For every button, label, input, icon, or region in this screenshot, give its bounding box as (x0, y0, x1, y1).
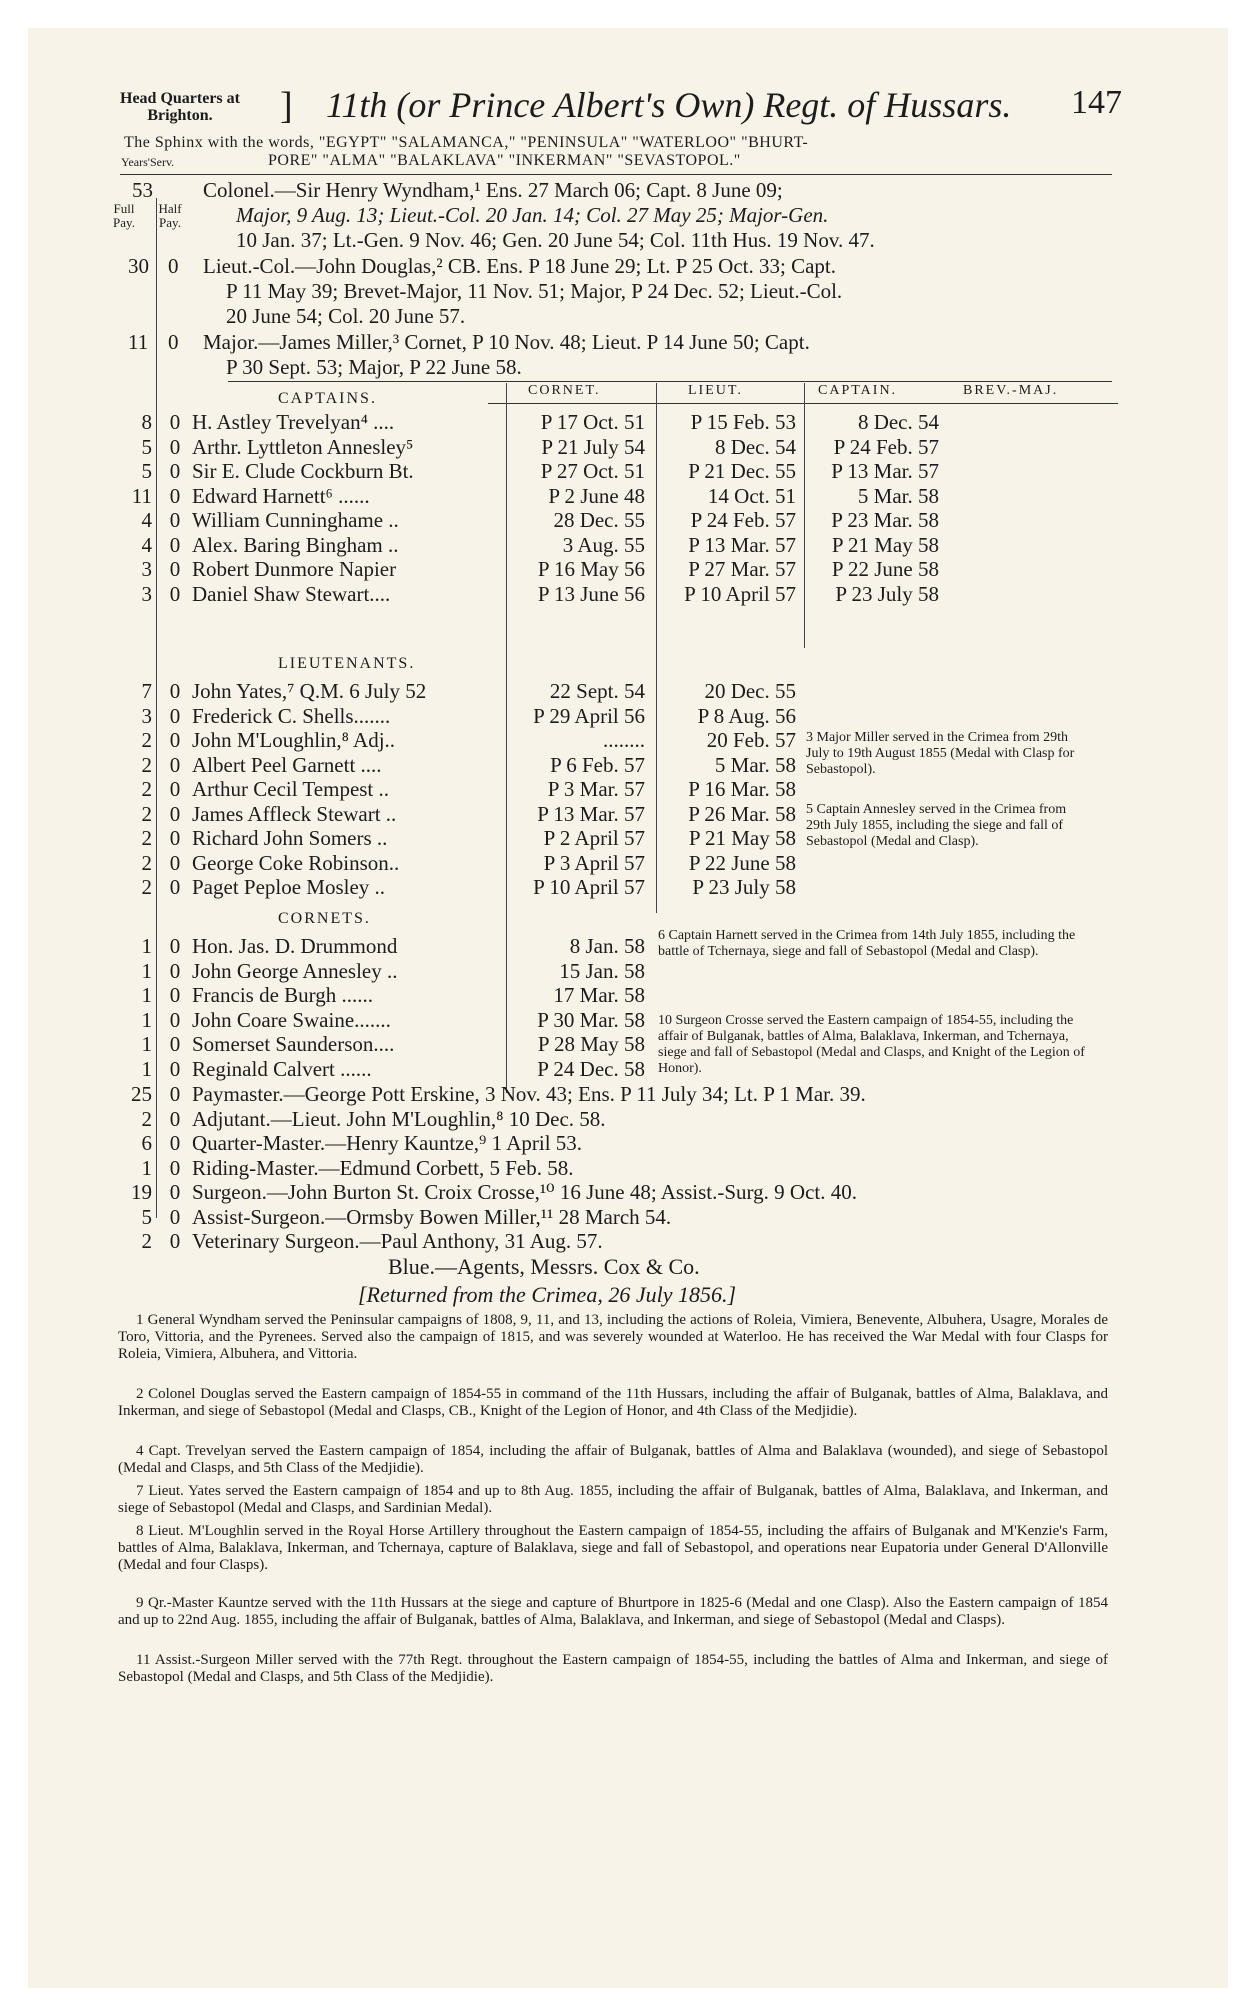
years-full-pay: 1 (141, 958, 152, 983)
years-half-pay: 0 (169, 410, 181, 434)
lieut-date: 20 Dec. 55 (704, 679, 796, 703)
years-full-pay: 2 (141, 1106, 152, 1131)
years-half-pay: 0 (169, 728, 181, 752)
years-half-pay: 0 (169, 850, 181, 875)
table-row (28, 679, 1228, 703)
captain-date: P 22 June 58 (831, 557, 939, 581)
staff-row (28, 1180, 1228, 1204)
officer-name: Hon. Jas. D. Drummond (192, 934, 398, 958)
cornet-date: P 3 Mar. 57 (547, 777, 645, 801)
staff-row (28, 1107, 1228, 1131)
years-half-pay: 0 (169, 581, 181, 606)
staff-entry: Assist-Surgeon.—Ormsby Bowen Miller,¹¹ 28 March 54. (192, 1204, 672, 1229)
colonel-line3: 10 Jan. 37; Lt.-Gen. 9 Nov. 46; Gen. 20 June 54; Col. 11th Hus. 19 Nov. 47. (236, 228, 875, 252)
years-half-pay: 0 (169, 1229, 181, 1253)
note-6: 6 Captain Harnett served in the Crimea from 14th July 1855, including the battle of Tchernaya, siege and fall of Sebastopol (Medal and Clasp). (658, 928, 1076, 959)
officer-name: Somerset Saunderson.... (192, 1032, 395, 1056)
lieut-date: P 21 Dec. 55 (688, 459, 796, 483)
ltcol-years-half: 0 (168, 254, 179, 278)
table-row (28, 508, 1228, 532)
cornet-date: 17 Mar. 58 (553, 983, 645, 1007)
table-row (28, 484, 1228, 508)
years-half-pay: 0 (169, 826, 181, 850)
years-half-pay: 0 (169, 1204, 181, 1229)
lieut-date: P 24 Feb. 57 (690, 508, 796, 532)
years-full-pay: 3 (141, 581, 152, 606)
footnote: 11 Assist.-Surgeon Miller served with the 77th Regt. throughout the Eastern campaign of 1854-55, including the battles of Alma and Inkerman, and siege of Sebastopol (Medal and Clasps, and 5th Class of the Medjidie). (118, 1652, 1108, 1685)
years-half-pay: 0 (169, 801, 181, 826)
cornet-date: P 13 Mar. 57 (537, 801, 645, 826)
col-cornet: CORNET. (528, 383, 601, 398)
officer-name: H. Astley Trevelyan⁴ .... (192, 410, 395, 434)
table-row (28, 704, 1228, 728)
officer-name: John Coare Swaine....... (192, 1007, 391, 1032)
cornet-date: P 10 April 57 (533, 875, 645, 899)
table-row (28, 777, 1228, 801)
lieut-date: 8 Dec. 54 (714, 434, 796, 459)
cornet-date: 28 Dec. 55 (553, 508, 645, 532)
officer-name: Frederick C. Shells....... (192, 703, 391, 728)
lieut-date: P 10 April 57 (684, 581, 796, 606)
hq-line1: Head Quarters at (120, 90, 240, 107)
captain-date: P 13 Mar. 57 (831, 459, 939, 483)
footnote: 4 Capt. Trevelyan served the Eastern campaign of 1854, including the affair of Bulganak, battles of Alma and Balaklava (wounded), and siege of Sebastopol (Medal and Clasps, and 5th Class of the Medjidie). (118, 1443, 1108, 1476)
headquarters-label (120, 90, 240, 124)
years-half-pay: 0 (169, 557, 181, 581)
staff-entry: Riding-Master.—Edmund Corbett, 5 Feb. 58. (192, 1155, 574, 1180)
staff-row (28, 1156, 1228, 1180)
book-page (28, 28, 1228, 1988)
years-full-pay: 5 (141, 1204, 152, 1229)
captain-date: P 21 May 58 (831, 532, 939, 557)
footnote: 7 Lieut. Yates served the Eastern campaign of 1854 and up to 8th Aug. 1855, including the affair of Bulganak, battles of Alma, Balaklava, and Inkerman, and siege of Sebastopol (Medal and Clasps, and Sardinian Medal). (118, 1483, 1108, 1516)
years-full-pay: 2 (141, 875, 152, 899)
years-full-pay: 4 (141, 508, 152, 532)
years-full-pay: 5 (141, 459, 152, 483)
major-line1: Major.—James Miller,³ Cornet, P 10 Nov. 48; Lieut. P 14 June 50; Capt. (203, 330, 810, 354)
hq-line2: Brighton. (147, 107, 213, 124)
header-brace: ] (280, 85, 293, 127)
cornet-date: P 29 April 56 (533, 703, 645, 728)
years-full-pay: 8 (141, 410, 152, 434)
cornet-date: P 2 April 57 (543, 826, 645, 850)
ltcol-years-full: 30 (128, 254, 149, 278)
years-half-pay: 0 (169, 1180, 181, 1204)
footnote: 9 Qr.-Master Kauntze served with the 11th Hussars at the siege and capture of Bhurtpore in 1825-6 (Medal and one Clasp). Also the Eastern campaign of 1854 and up to 22nd Aug. 1855, including the affair of Bulganak, battles of Alma, Balaklava, and Inkerman, and siege of Sebastopol (Medal and Clasps). (118, 1595, 1108, 1628)
staff-entry: Adjutant.—Lieut. John M'Loughlin,⁸ 10 Dec. 58. (192, 1106, 606, 1131)
years-half-pay: 0 (169, 483, 181, 508)
captains-heading: CAPTAINS. (278, 390, 377, 407)
full-pay-label: Full Pay. (113, 201, 135, 230)
years-full-pay: 11 (131, 483, 152, 508)
officer-name: Robert Dunmore Napier (192, 557, 397, 581)
officer-name: John M'Loughlin,⁸ Adj.. (192, 728, 396, 752)
lieut-date: P 13 Mar. 57 (688, 532, 796, 557)
cornet-date: P 17 Oct. 51 (540, 410, 645, 434)
lieut-date: P 16 Mar. 58 (688, 777, 796, 801)
years-half-pay: 0 (169, 1032, 181, 1056)
table-row (28, 435, 1228, 459)
table-row (28, 533, 1228, 557)
years-half-pay: 0 (169, 508, 181, 532)
lieut-date: 5 Mar. 58 (714, 752, 796, 777)
years-half-pay: 0 (169, 875, 181, 899)
captain-date: 5 Mar. 58 (857, 483, 939, 508)
major-years-half: 0 (168, 330, 179, 354)
half-pay-label: Half Pay. (158, 201, 182, 230)
table-row (28, 851, 1228, 875)
ltcol-line3: 20 June 54; Col. 20 June 57. (226, 304, 466, 328)
officer-name: Paget Peploe Mosley .. (192, 875, 386, 899)
agents-line: Blue.—Agents, Messrs. Cox & Co. (388, 1254, 700, 1279)
years-full-pay: 2 (141, 728, 152, 752)
captain-date: 8 Dec. 54 (857, 410, 939, 434)
footnote: 8 Lieut. M'Loughlin served in the Royal Horse Artillery throughout the Eastern campaign of 1854-55, including the affairs of Bulganak and M'Kenzie's Farm, battles of Alma, Balaklava, Inkerman, and Tchernaya, capture of Balaklava, siege and fall of Sebastopol, and operations near Eupatoria under General D'Allonville (Medal and four Clasps). (118, 1523, 1108, 1573)
years-full-pay: 1 (141, 1056, 152, 1081)
officer-name: Sir E. Clude Cockburn Bt. (192, 459, 414, 483)
staff-entry: Quarter-Master.—Henry Kauntze,⁹ 1 April 53. (192, 1131, 583, 1155)
years-half-pay: 0 (169, 532, 181, 557)
col-lieut: LIEUT. (688, 383, 743, 398)
lieutenants-heading: LIEUTENANTS. (278, 655, 416, 672)
footnote: 1 General Wyndham served the Peninsular campaigns of 1808, 9, 11, and 13, including the actions of Roleia, Vimiera, Benevente, Albuhera, Usagre, Morales de Toro, Vittoria, and the Pyrenees. Served also the campaign of 1815, and was severely wounded at Waterloo. He has received the War Medal with four Clasps for Roleia, Vimiera, Albuhera, and Vittoria. (118, 1312, 1108, 1362)
captain-date: P 23 July 58 (835, 581, 939, 606)
years-half-pay: 0 (169, 1131, 181, 1155)
years-half-pay: 0 (169, 1155, 181, 1180)
years-half-pay: 0 (169, 434, 181, 459)
years-full-pay: 3 (141, 557, 152, 581)
officer-name: Richard John Somers .. (192, 826, 388, 850)
table-row (28, 459, 1228, 483)
years-half-pay: 0 (169, 752, 181, 777)
note-10: 10 Surgeon Crosse served the Eastern campaign of 1854-55, including the affair of Bulganak, battles of Alma, Balaklava, Inkerman, and Tchernaya, siege and fall of Sebastopol (Medal and Clasps, and Knight of the Legion of Honor). (658, 1013, 1085, 1076)
cornet-date: P 13 June 56 (537, 581, 645, 606)
officer-name: Arthr. Lyttleton Annesley⁵ (192, 434, 414, 459)
years-half-pay: 0 (169, 934, 181, 958)
colonel-years: 53 (132, 178, 153, 202)
years-half-pay: 0 (169, 459, 181, 483)
officer-name: Arthur Cecil Tempest .. (192, 777, 390, 801)
lieut-date: 20 Feb. 57 (706, 728, 796, 752)
colonel-line2: Major, 9 Aug. 13; Lieut.-Col. 20 Jan. 14; Col. 27 May 25; Major-Gen. (236, 203, 829, 227)
ltcol-line1: Lieut.-Col.—John Douglas,² CB. Ens. P 18 June 29; Lt. P 25 Oct. 33; Capt. (203, 254, 836, 278)
years-full-pay: 4 (141, 532, 152, 557)
major-years-full: 11 (128, 330, 149, 354)
officer-name: Alex. Baring Bingham .. (192, 532, 399, 557)
officer-name: George Coke Robinson.. (192, 850, 400, 875)
staff-entry: Veterinary Surgeon.—Paul Anthony, 31 Aug. 57. (192, 1229, 603, 1253)
captain-date: P 24 Feb. 57 (833, 434, 939, 459)
years-half-pay: 0 (169, 958, 181, 983)
table-row (28, 410, 1228, 434)
lieut-date: P 21 May 58 (688, 826, 796, 850)
cornet-date: P 27 Oct. 51 (540, 459, 645, 483)
staff-row (28, 1229, 1228, 1253)
lieut-date: P 23 July 58 (692, 875, 796, 899)
cornet-date: 15 Jan. 58 (559, 958, 645, 983)
table-row (28, 557, 1228, 581)
years-full-pay: 2 (141, 777, 152, 801)
cornet-date: 3 Aug. 55 (562, 532, 645, 557)
table-row (28, 983, 1228, 1007)
col-header-rule (488, 403, 1118, 404)
cornet-date: 8 Jan. 58 (569, 934, 645, 958)
years-full-pay: 1 (141, 983, 152, 1007)
years-half-pay: 0 (169, 1106, 181, 1131)
years-full-pay: 2 (141, 1229, 152, 1253)
cornet-date: P 30 Mar. 58 (537, 1007, 645, 1032)
footnote: 2 Colonel Douglas served the Eastern campaign of 1854-55 in command of the 11th Hussars, including the affair of Bulganak, battles of Alma, Balaklava, and Inkerman, and siege of Sebastopol (Medal and Clasps, CB., Knight of the Legion of Honor, and 4th Class of the Medjidie). (118, 1386, 1108, 1419)
colonel-line1: Colonel.—Sir Henry Wyndham,¹ Ens. 27 March 06; Capt. 8 June 09; (203, 178, 783, 202)
officer-name: John Yates,⁷ Q.M. 6 July 52 (192, 679, 427, 703)
table-row (28, 582, 1228, 606)
staff-row (28, 1131, 1228, 1155)
staff-entry: Paymaster.—George Pott Erskine, 3 Nov. 43; Ens. P 11 July 34; Lt. P 1 Mar. 39. (192, 1082, 866, 1106)
regiment-motto-line2: PORE" "ALMA" "BALAKLAVA" "INKERMAN" "SEVASTOPOL." (268, 152, 741, 169)
officer-name: William Cunninghame .. (192, 508, 399, 532)
years-full-pay: 2 (141, 826, 152, 850)
ltcol-line2: P 11 May 39; Brevet-Major, 11 Nov. 51; Major, P 24 Dec. 52; Lieut.-Col. (226, 279, 843, 303)
lieut-date: P 15 Feb. 53 (690, 410, 796, 434)
years-full-pay: 2 (141, 801, 152, 826)
years-full-pay: 7 (141, 679, 152, 703)
lieut-date: P 27 Mar. 57 (688, 557, 796, 581)
years-full-pay: 2 (141, 850, 152, 875)
officer-name: Reginald Calvert ...... (192, 1056, 372, 1081)
years-half-pay: 0 (169, 1056, 181, 1081)
major-line2: P 30 Sept. 53; Major, P 22 June 58. (226, 355, 522, 379)
header-rule (120, 174, 1112, 175)
officer-name: James Affleck Stewart .. (192, 801, 397, 826)
years-half-pay: 0 (169, 777, 181, 801)
lieut-date: P 26 Mar. 58 (688, 801, 796, 826)
years-full-pay: 6 (141, 1131, 152, 1155)
cornet-date: P 3 April 57 (543, 850, 645, 875)
years-full-pay: 5 (141, 434, 152, 459)
table-top-rule (228, 381, 1112, 382)
cornet-date: P 2 June 48 (548, 483, 645, 508)
years-full-pay: 25 (131, 1082, 152, 1106)
captain-date: P 23 Mar. 58 (831, 508, 939, 532)
page-title: 11th (or Prince Albert's Own) Regt. of Hussars. (326, 85, 1012, 125)
years-service-header: Years'Serv. (121, 155, 175, 169)
years-half-pay: 0 (169, 703, 181, 728)
table-row (28, 875, 1228, 899)
staff-entry: Surgeon.—John Burton St. Croix Crosse,¹⁰ 16 June 48; Assist.-Surg. 9 Oct. 40. (192, 1180, 857, 1204)
years-half-pay: 0 (169, 679, 181, 703)
page-number: 147 (1071, 84, 1122, 121)
cornet-date: P 28 May 58 (537, 1032, 645, 1056)
years-half-pay: 0 (169, 1082, 181, 1106)
lieut-date: P 22 June 58 (688, 850, 796, 875)
cornet-date: P 6 Feb. 57 (550, 752, 645, 777)
years-full-pay: 2 (141, 752, 152, 777)
note-5: 5 Captain Annesley served in the Crimea from 29th July 1855, including the siege and fall of Sebastopol (Medal and Clasp). (806, 802, 1067, 849)
officer-name: John George Annesley .. (192, 958, 398, 983)
staff-row (28, 1205, 1228, 1229)
returned-line: [Returned from the Crimea, 26 July 1856.] (358, 1282, 737, 1307)
cornets-heading: CORNETS. (278, 910, 371, 927)
years-full-pay: 1 (141, 1155, 152, 1180)
officer-name: Daniel Shaw Stewart.... (192, 581, 391, 606)
table-row (28, 959, 1228, 983)
years-half-pay: 0 (169, 983, 181, 1007)
years-full-pay: 1 (141, 934, 152, 958)
staff-row (28, 1082, 1228, 1106)
col-captain: CAPTAIN. (818, 383, 898, 398)
years-full-pay: 1 (141, 1007, 152, 1032)
cornet-date: P 16 May 56 (537, 557, 645, 581)
lieut-date: P 8 Aug. 56 (697, 703, 796, 728)
note-3: 3 Major Miller served in the Crimea from 29th July to 19th August 1855 (Medal with Clasp for Sebastopol). (806, 730, 1075, 777)
cornet-date: P 21 July 54 (541, 434, 645, 459)
regiment-motto-line1: The Sphinx with the words, "EGYPT" "SALAMANCA," "PENINSULA" "WATERLOO" "BHURT- (124, 134, 809, 151)
officer-name: Edward Harnett⁶ ...... (192, 483, 370, 508)
lieut-date: 14 Oct. 51 (707, 483, 796, 508)
cornet-date: P 24 Dec. 58 (537, 1056, 645, 1081)
years-half-pay: 0 (169, 1007, 181, 1032)
years-full-pay: 1 (141, 1032, 152, 1056)
years-full-pay: 3 (141, 703, 152, 728)
cornet-date: 22 Sept. 54 (549, 679, 645, 703)
officer-name: Albert Peel Garnett .... (192, 752, 382, 777)
col-brev-maj: BREV.-MAJ. (963, 383, 1059, 398)
officer-name: Francis de Burgh ...... (192, 983, 374, 1007)
cornet-date: ........ (603, 728, 645, 752)
years-full-pay: 19 (131, 1180, 152, 1204)
